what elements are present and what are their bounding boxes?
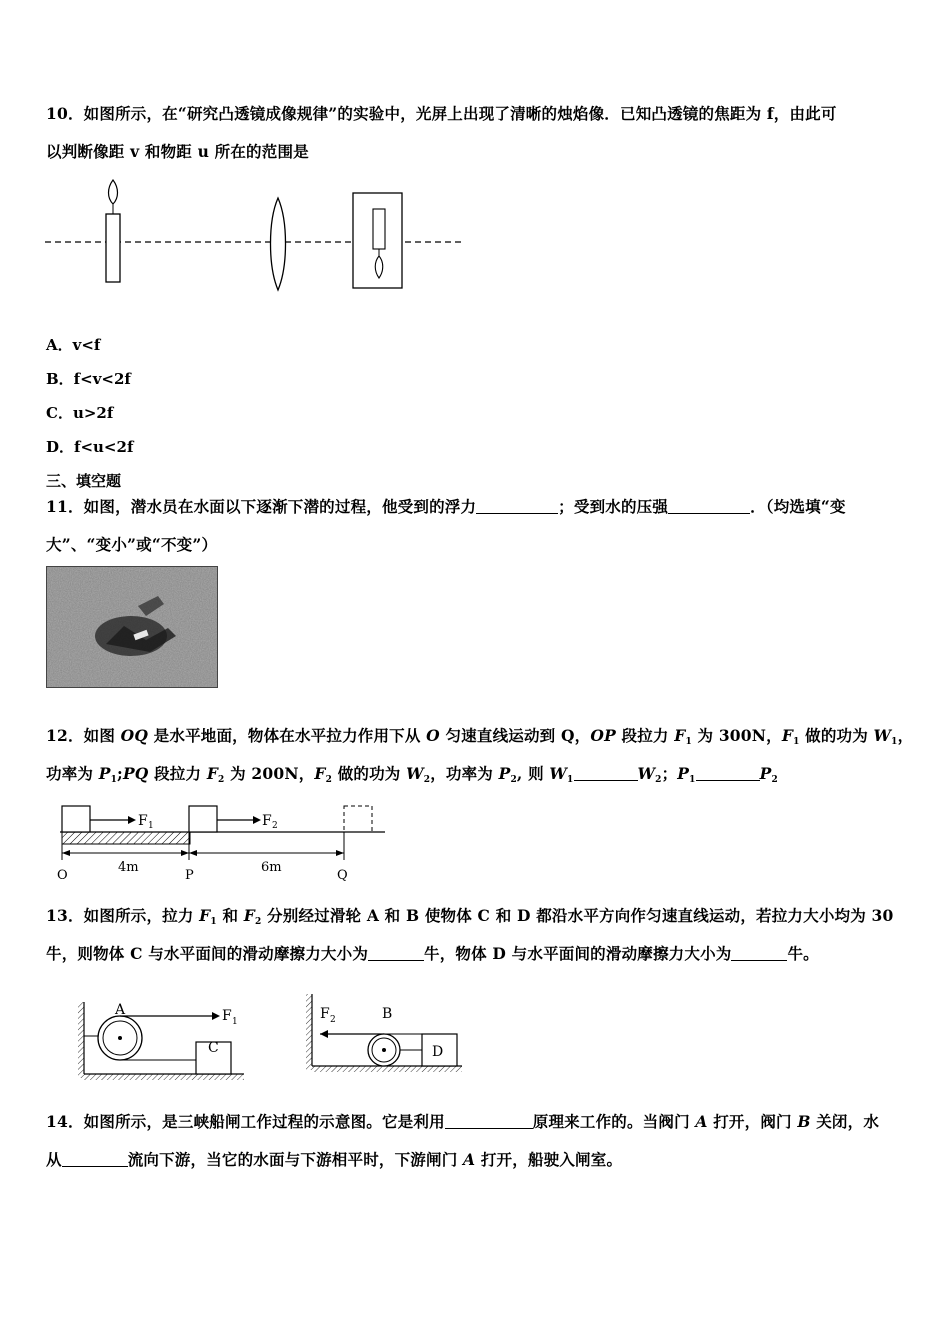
q12-pq: PQ xyxy=(122,764,149,783)
q14-l1a: 14．如图所示，是三峡船闸工作过程的示意图。它是利用 xyxy=(46,1112,445,1131)
q13-line2 xyxy=(46,942,819,964)
q12-w2: W xyxy=(406,764,424,783)
q13-line1 xyxy=(46,904,894,927)
q14-l2a: 从 xyxy=(46,1150,62,1169)
q12-l2b: ; xyxy=(117,764,123,783)
q12-w1-sub: 1 xyxy=(891,737,898,747)
q12-p1c-sub: 1 xyxy=(689,775,696,785)
force-f2-label-sub: 2 xyxy=(330,1015,336,1025)
q14-a: A xyxy=(695,1112,708,1131)
q12-p1-sub: 1 xyxy=(110,775,118,785)
q10-line2: 以判断像距 v 和物距 u 所在的范围是 xyxy=(46,142,309,161)
f1-label-sub: 1 xyxy=(148,821,154,831)
option-a[interactable]: A．v<f xyxy=(46,336,101,354)
q12-t6: ， xyxy=(897,726,914,745)
q11-line1 xyxy=(46,495,846,517)
q12-f1: F xyxy=(674,726,686,745)
q12-l2f: ，功率为 xyxy=(430,764,499,783)
q12-t5: 做的功为 xyxy=(799,726,874,745)
point-o-label: O xyxy=(57,868,68,882)
q12-t4: 为 300N， xyxy=(691,726,782,745)
q14-line1 xyxy=(46,1110,879,1132)
q12-f2-sub: 2 xyxy=(218,775,225,785)
force-f2-label: F xyxy=(320,1006,330,1022)
q12-f1b-sub: 1 xyxy=(793,737,800,747)
q11-text-b: ；受到水的压强 xyxy=(558,497,669,516)
q12-l2a: 功率为 xyxy=(46,764,99,783)
q12-l2c: 段拉力 xyxy=(148,764,207,783)
q13-l2c: 牛。 xyxy=(787,944,819,963)
q14-line2 xyxy=(46,1148,622,1170)
q12-l2e: 做的功为 xyxy=(332,764,407,783)
q14-blank-principle[interactable] xyxy=(445,1113,533,1130)
q12-line2 xyxy=(46,762,778,785)
section-title-fill-blank: 三、填空题 xyxy=(46,472,122,490)
f1-label: F xyxy=(138,813,148,829)
distance-pq-label: 6m xyxy=(261,860,282,875)
pulley-a-label: A xyxy=(115,1002,126,1018)
q12-w2c: W xyxy=(637,764,656,783)
q12-p2c-sub: 2 xyxy=(771,775,778,785)
lens-experiment-figure xyxy=(40,176,470,296)
q12-f2b-sub: 2 xyxy=(325,775,333,785)
q12-p1c: P xyxy=(677,764,690,783)
q11-line2: 大”、“变小”或“不变”） xyxy=(46,535,218,554)
pulley-figure-a xyxy=(72,996,252,1084)
q11-blank-buoyancy[interactable] xyxy=(476,498,558,515)
point-p-label: P xyxy=(185,868,194,882)
q13-f1: F xyxy=(199,906,211,925)
q12-oq: OQ xyxy=(120,726,149,745)
block-d-label: D xyxy=(432,1044,444,1060)
q14-l1b: 原理来工作的。当阀门 xyxy=(532,1112,696,1131)
q13-f2: F xyxy=(243,906,255,925)
q12-w2-sub: 2 xyxy=(423,775,431,785)
distance-op-label: 4m xyxy=(118,860,139,875)
q13-blank-friction-d[interactable] xyxy=(731,945,787,962)
q12-p2c: P xyxy=(759,764,772,783)
q12-f1-sub: 1 xyxy=(685,737,692,747)
q14-b: B xyxy=(797,1112,811,1131)
q12-f1b: F xyxy=(781,726,794,745)
q14-l2b: 流向下游，当它的水面与下游相平时，下游闸门 xyxy=(127,1150,464,1169)
block-c-label: C xyxy=(208,1040,219,1056)
q13-l2a: 牛，则物体 C 与水平面间的滑动摩擦力大小为 xyxy=(46,944,369,963)
q12-t2: 匀速直线运动到 Q， xyxy=(439,726,591,745)
q12-w1: W xyxy=(873,726,892,745)
q14-blank-from[interactable] xyxy=(62,1151,128,1168)
q11-blank-pressure[interactable] xyxy=(668,498,750,515)
q13-l1c: 分别经过滑轮 A 和 B 使物体 C 和 D 都沿水平方向作匀速直线运动，若拉力大小均为 30 xyxy=(261,906,894,925)
q13-f2-sub: 2 xyxy=(254,917,262,927)
q12-l2g: , 则 xyxy=(516,764,550,783)
diver-photo xyxy=(46,566,218,688)
option-c[interactable]: C．u>2f xyxy=(46,404,114,422)
q14-a2: A xyxy=(463,1150,476,1169)
q12-t1: 是水平地面，物体在水平拉力作用下从 xyxy=(148,726,427,745)
f2-label-sub: 2 xyxy=(272,821,278,831)
q14-l1d: 关闭，水 xyxy=(810,1112,880,1131)
q10-line1: 10．如图所示，在“研究凸透镜成像规律”的实验中，光屏上出现了清晰的烛焰像．已知凸透镜的焦距为 f，由此可 xyxy=(46,104,837,123)
horizontal-motion-figure xyxy=(50,800,390,882)
q14-l2c: 打开，船驶入闸室。 xyxy=(475,1150,623,1169)
q12-w1c: W xyxy=(549,764,568,783)
q12-t0: 12．如图 xyxy=(46,726,121,745)
q13-l1a: 13．如图所示，拉力 xyxy=(46,906,200,925)
f2-label: F xyxy=(262,813,272,829)
force-f1-label-sub: 1 xyxy=(232,1017,238,1027)
q12-f2: F xyxy=(206,764,219,783)
q12-l2h: ； xyxy=(661,764,678,783)
pulley-b-label: B xyxy=(382,1006,393,1022)
q13-l1b: 和 xyxy=(216,906,244,925)
q13-f1-sub: 1 xyxy=(210,917,217,927)
q12-op: OP xyxy=(590,726,616,745)
point-q-label: Q xyxy=(337,868,348,882)
q12-w2c-sub: 2 xyxy=(655,775,662,785)
pulley-figure-b xyxy=(300,990,470,1076)
q13-blank-friction-c[interactable] xyxy=(368,945,424,962)
q12-p1: P xyxy=(98,764,111,783)
q12-l2d: 为 200N， xyxy=(224,764,315,783)
q12-w1c-sub: 1 xyxy=(567,775,574,785)
q12-blank-power[interactable] xyxy=(696,765,760,782)
q12-t3: 段拉力 xyxy=(615,726,675,745)
q12-f2b: F xyxy=(314,764,326,783)
q12-p2-sub: 2 xyxy=(510,775,517,785)
q12-blank-work[interactable] xyxy=(574,765,638,782)
force-f1-label: F xyxy=(222,1008,232,1024)
q14-l1c: 打开，阀门 xyxy=(707,1112,798,1131)
q12-line1 xyxy=(46,724,913,747)
q12-p2: P xyxy=(498,764,511,783)
option-d[interactable]: D．f<u<2f xyxy=(46,438,134,456)
q12-o: O xyxy=(426,726,440,745)
q11-text-c: ．（均选填“变 xyxy=(750,497,846,516)
q11-text-a: 11．如图，潜水员在水面以下逐渐下潜的过程，他受到的浮力 xyxy=(46,497,477,516)
option-b[interactable]: B．f<v<2f xyxy=(46,370,131,388)
q13-l2b: 牛，物体 D 与水平面间的滑动摩擦力大小为 xyxy=(424,944,732,963)
